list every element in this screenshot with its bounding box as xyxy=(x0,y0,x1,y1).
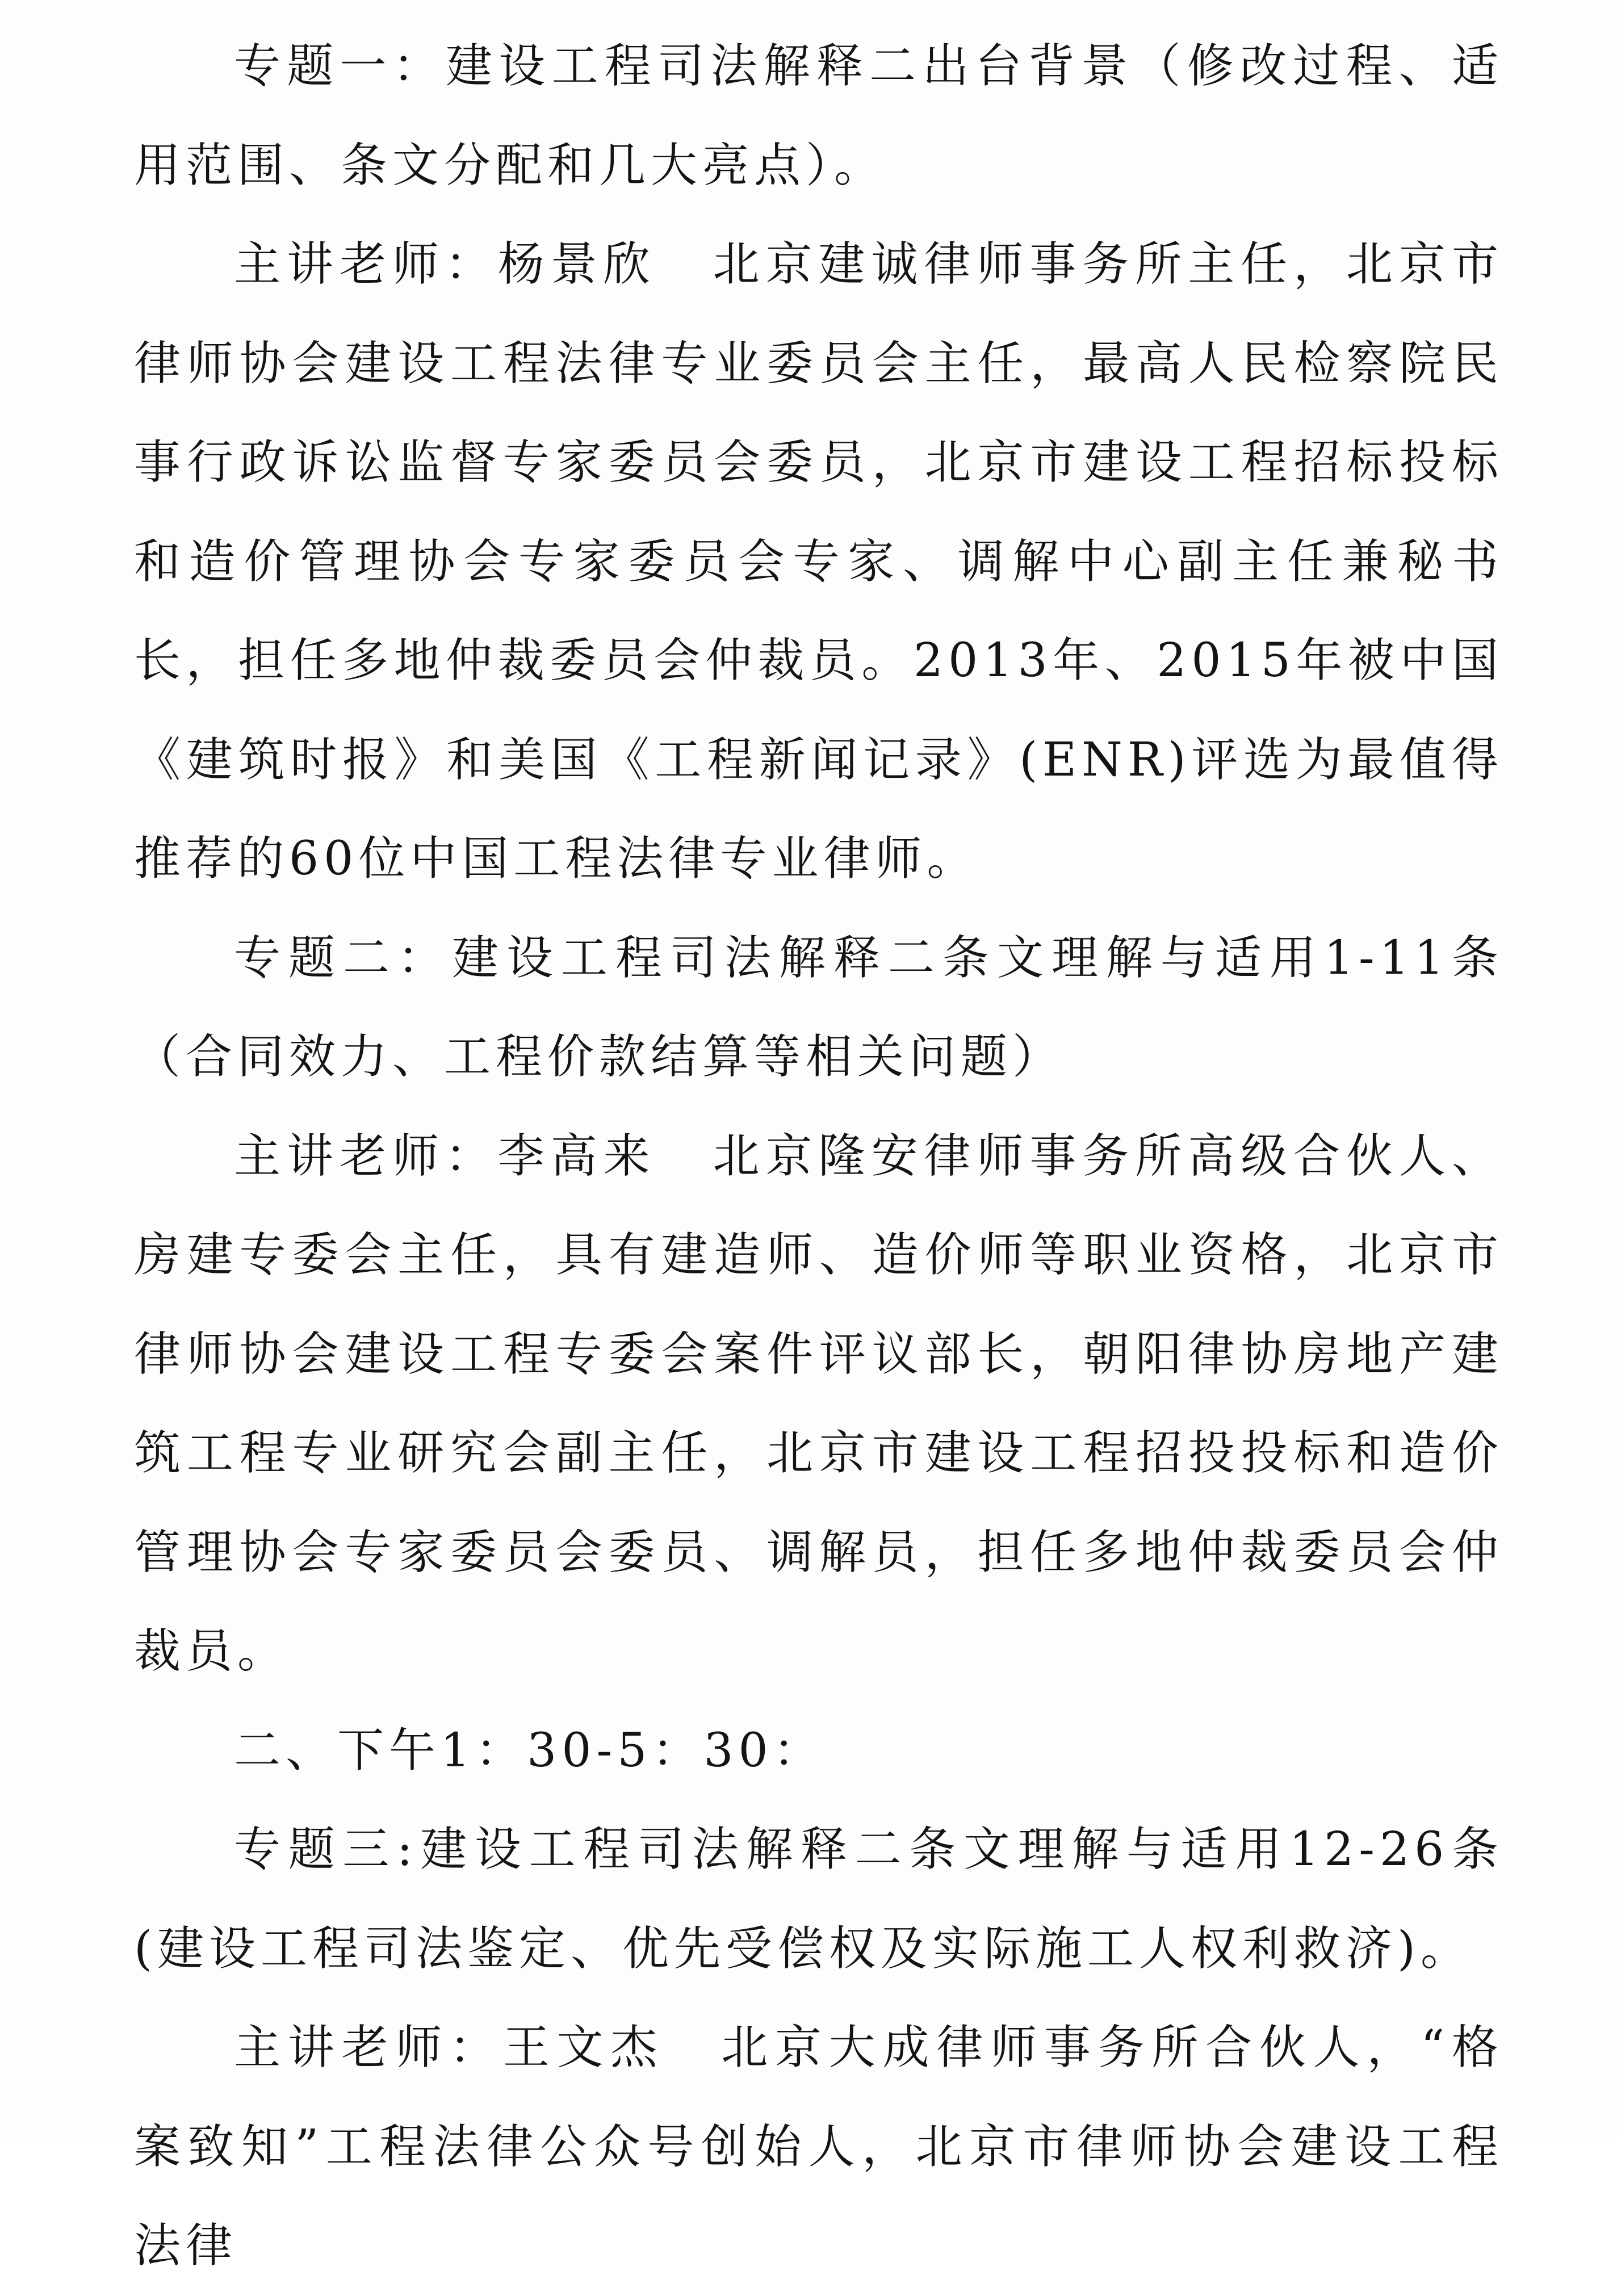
lecturer-bio: 北京建诚律师事务所主任，北京市律师协会建设工程法律专业委员会主任，最高人民检察院民事行政诉讼监督专家委员会委员，北京市建设工程招标投标和造价管理协会专家委员会专家、调解中心副主任兼秘书长，担任多地仲裁委员会仲裁员。2013年、2015年被中国《建筑时报》和美国《工程新闻记录》(ENR)评选为最值得推荐的60位中国工程法律专业律师。 xyxy=(134,237,1503,886)
afternoon-session-heading: 二、下午1：30-5：30： xyxy=(234,1723,825,1778)
topic-one-paragraph: 专题一：建设工程司法解释二出台背景（修改过程、适用范围、条文分配和几大亮点）。 xyxy=(134,39,1503,192)
lecturer-one-paragraph xyxy=(134,215,1503,909)
lecturer-bio: 北京隆安律师事务所高级合伙人、房建专委会主任，具有建造师、造价师等职业资格，北京市律师协会建设工程专委会案件评议部长，朝阳律协房地产建筑工程专业研究会副主任，北京市建设工程招投投标和造价管理协会专家委员会委员、调解员，担任多地仲裁委员会仲裁员。 xyxy=(134,1129,1503,1678)
lecturer-label: 主讲老师： xyxy=(234,237,498,291)
lecturer-name: 李高来 xyxy=(497,1129,656,1183)
lecturer-label: 主讲老师： xyxy=(234,2021,503,2075)
lecturer-name: 王文杰 xyxy=(502,2021,665,2075)
lecturer-label: 主讲老师： xyxy=(234,1129,498,1183)
topic-two-paragraph: 专题二：建设工程司法解释二条文理解与适用1-11条（合同效力、工程价款结算等相关问题） xyxy=(134,931,1503,1084)
lecturer-three-paragraph xyxy=(134,1998,1503,2296)
topic-three-paragraph: 专题三:建设工程司法解释二条文理解与适用12-26条(建设工程司法鉴定、优先受偿权及实际施工人权利救济)。 xyxy=(134,1822,1503,1976)
lecturer-two-paragraph xyxy=(134,1107,1503,1702)
document-body xyxy=(134,17,1503,2296)
lecturer-name: 杨景欣 xyxy=(497,237,656,291)
lecturer-bio: 北京大成律师事务所合伙人，“格案致知”工程法律公众号创始人，北京市律师协会建设工程法律 xyxy=(134,2021,1503,2273)
